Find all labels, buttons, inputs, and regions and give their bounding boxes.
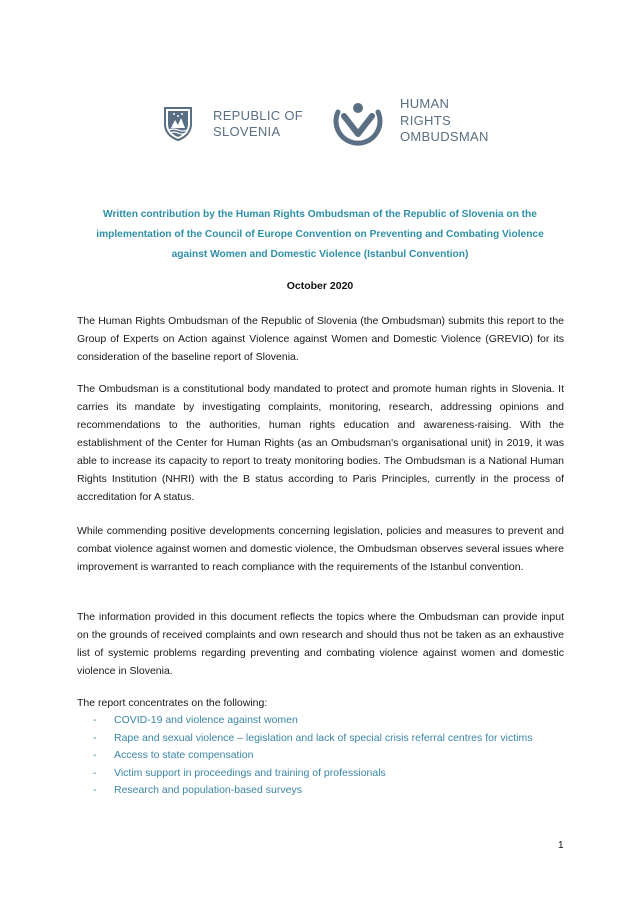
list-intro: The report concentrates on the following: [77, 697, 268, 709]
list-item-text: Research and population-based surveys [114, 784, 302, 796]
ombudsman-logo-text [400, 96, 489, 146]
list-item [77, 730, 564, 748]
paragraph-developments: While commending positive developments concerning legislation, policies and measures to prevent and combat violence against women and domestic violence, the Ombudsman observes several issues where improvement is warranted to reach compliance with the requirements of the Istanbul convention. [77, 525, 564, 573]
list-item-text: COVID-19 and violence against women [114, 714, 298, 726]
list-item [77, 765, 564, 783]
header-logos [0, 96, 640, 156]
bullet-marker: - [93, 731, 97, 744]
slovenia-logo-line2: SLOVENIA [213, 124, 281, 139]
paragraph-mandate: The Ombudsman is a constitutional body mandated to protect and promote human rights in Slovenia. It carries its mandate by investigating complaints, monitoring, research, addressing opinions and recommendations to the authorities, human rights education and awareness-raising. With the establishment of the Center for Human Rights (as an Ombudsman's organisational unit) in 2019, it was able to increase its capacity to report to treaty monitoring bodies. The Ombudsman is a National Human Rights Institution (NHRI) with the B status according to Paris Principles, currently in the process of accreditation for A status. [77, 383, 564, 503]
ombudsman-logo-line2: RIGHTS [400, 112, 451, 128]
document-date: October 2020 [286, 280, 354, 292]
slovenia-logo-line1: REPUBLIC OF [213, 108, 303, 123]
republic-of-slovenia-logo [163, 106, 303, 146]
document-title: Written contribution by the Human Rights Ombudsman of the Republic of Slovenia on the implementation of the Council of Europe Convention on Preventing and Combating Violence against Women and Domestic Violence (Istanbul Convention) [96, 209, 544, 260]
ombudsman-emblem-icon [330, 98, 386, 154]
page-number: 1 [558, 840, 564, 851]
ombudsman-logo-line1: HUMAN [400, 96, 450, 111]
bullet-marker: - [93, 714, 97, 726]
bullet-marker: - [93, 766, 97, 779]
list-item-text: Rape and sexual violence – legislation and lack of special crisis referral centres for victims [114, 731, 533, 744]
human-rights-ombudsman-logo [330, 96, 500, 156]
slovenia-coat-of-arms-icon [163, 106, 193, 142]
list-item-text: Access to state compensation [114, 749, 254, 761]
topics-list [77, 712, 564, 800]
bullet-marker: - [93, 784, 97, 796]
list-item [77, 712, 564, 730]
paragraph-submission: The Human Rights Ombudsman of the Republic of Slovenia (the Ombudsman) submits this report to the Group of Experts on Action against Violence against Women and Domestic Violence (GREVIO) for its consideration of the baseline report of Slovenia. [77, 315, 564, 363]
list-item [77, 782, 564, 800]
ombudsman-logo-line3: OMBUDSMAN [400, 129, 489, 144]
list-item-text: Victim support in proceedings and training of professionals [114, 766, 386, 779]
bullet-marker: - [93, 749, 97, 761]
paragraph-scope: The information provided in this document reflects the topics where the Ombudsman can provide input on the grounds of received complaints and own research and should thus not be taken as an exhaustive list of systemic problems regarding preventing and combating violence against women and domestic violence in Slovenia. [77, 611, 564, 677]
list-item [77, 747, 564, 765]
slovenia-logo-text [213, 108, 303, 140]
